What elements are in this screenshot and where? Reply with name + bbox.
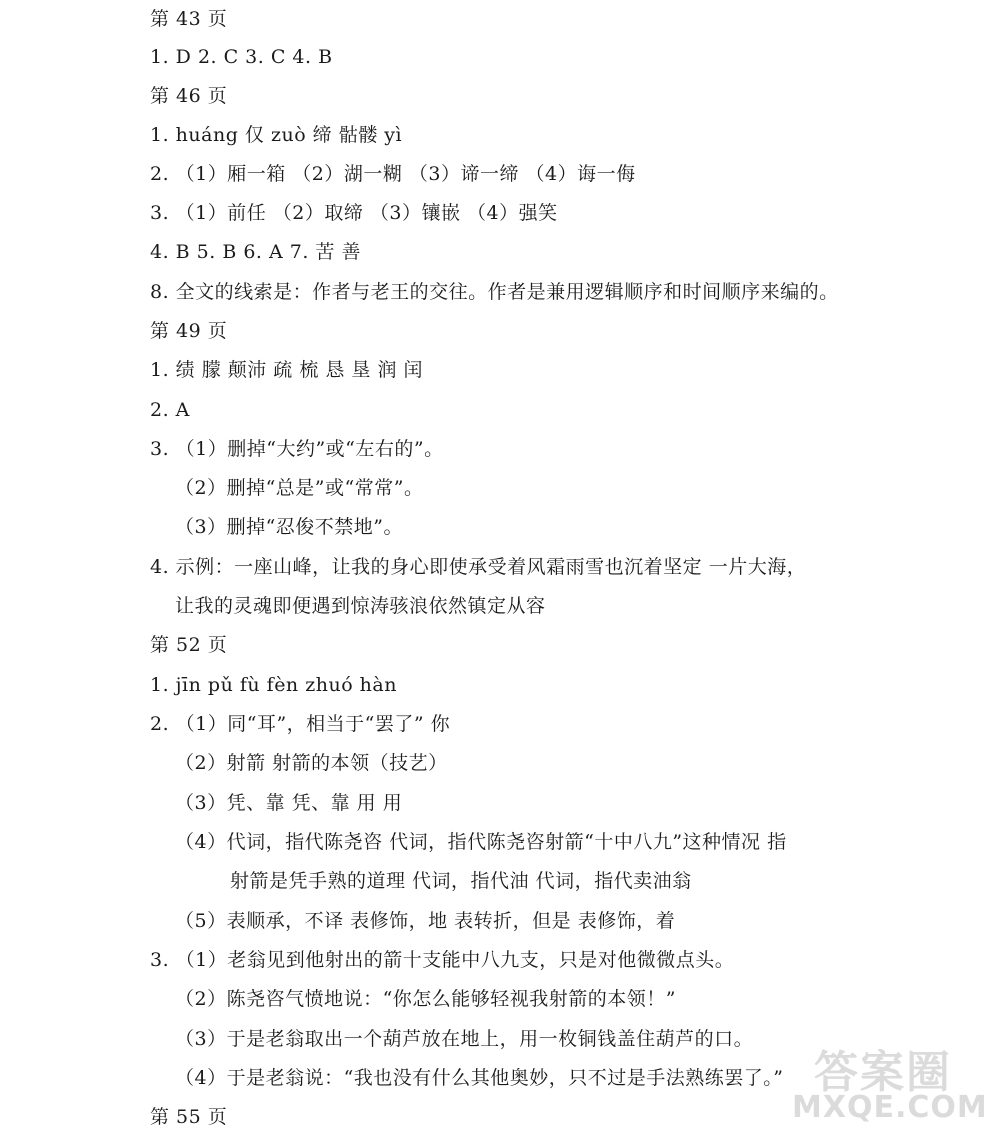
answer-line: 1. D 2. C 3. C 4. B	[150, 46, 333, 68]
answer-line: 4. B 5. B 6. A 7. 苦 善	[150, 241, 361, 263]
answer-line: （3）删掉“忍俊不禁地”。	[175, 516, 404, 538]
answer-line: 1. 绩 朦 颠沛 疏 梳 恳 垦 润 闰	[150, 359, 423, 381]
answer-line: （4）代词，指代陈尧咨 代词，指代陈尧咨射箭“十中八九”这种情况 指	[175, 831, 787, 853]
answer-line: 2. （1）同“耳”，相当于“罢了” 你	[150, 713, 451, 735]
page-heading-52: 第 52 页	[150, 634, 228, 656]
page-heading-49: 第 49 页	[150, 320, 228, 342]
answer-line: （5）表顺承，不译 表修饰，地 表转折，但是 表修饰，着	[175, 910, 676, 932]
answer-line: （2）删掉“总是”或“常常”。	[175, 477, 424, 499]
answer-line: 让我的灵魂即便遇到惊涛骇浪依然镇定从容	[175, 595, 546, 617]
watermark-top-text: 答案圈	[814, 1047, 952, 1098]
answer-line: 射箭是凭手熟的道理 代词，指代油 代词，指代卖油翁	[230, 870, 692, 892]
page-heading-46: 第 46 页	[150, 85, 228, 107]
answer-line: 3. （1）删掉“大约”或“左右的”。	[150, 438, 444, 460]
page-heading-55: 第 55 页	[150, 1106, 228, 1128]
answer-line: 4. 示例：一座山峰，让我的身心即使承受着风霜雨雪也沉着坚定 一片大海，	[150, 556, 807, 578]
answer-line: 2. A	[150, 399, 190, 421]
watermark-logo	[792, 1036, 992, 1131]
answer-line: 3. （1）老翁见到他射出的箭十支能中八九支，只是对他微微点头。	[150, 949, 735, 971]
answer-line: （3）于是老翁取出一个葫芦放在地上，用一枚铜钱盖住葫芦的口。	[175, 1028, 754, 1050]
answer-line: 1. huáng 仅 zuò 缔 骷髅 yì	[150, 124, 403, 146]
answer-line: （2）射箭 射箭的本领（技艺）	[175, 752, 448, 774]
page-heading-43: 第 43 页	[150, 8, 228, 30]
answer-line: （3）凭、靠 凭、靠 用 用	[175, 792, 403, 814]
answer-line: （4）于是老翁说：“我也没有什么其他奥妙，只不过是手法熟练罢了。”	[175, 1067, 784, 1089]
answer-line: （2）陈尧咨气愤地说：“你怎么能够轻视我射箭的本领！”	[175, 988, 677, 1010]
answer-line: 8. 全文的线索是：作者与老王的交往。作者是兼用逻辑顺序和时间顺序来编的。	[150, 281, 839, 303]
answer-line: 2. （1）厢一箱 （2）湖一糊 （3）谛一缔 （4）诲一侮	[150, 163, 636, 185]
answer-line: 1. jīn pǔ fù fèn zhuó hàn	[150, 674, 397, 696]
watermark-bottom-text: MXQE.COM	[792, 1090, 988, 1125]
answer-line: 3. （1）前任 （2）取缔 （3）镶嵌 （4）强笑	[150, 202, 558, 224]
